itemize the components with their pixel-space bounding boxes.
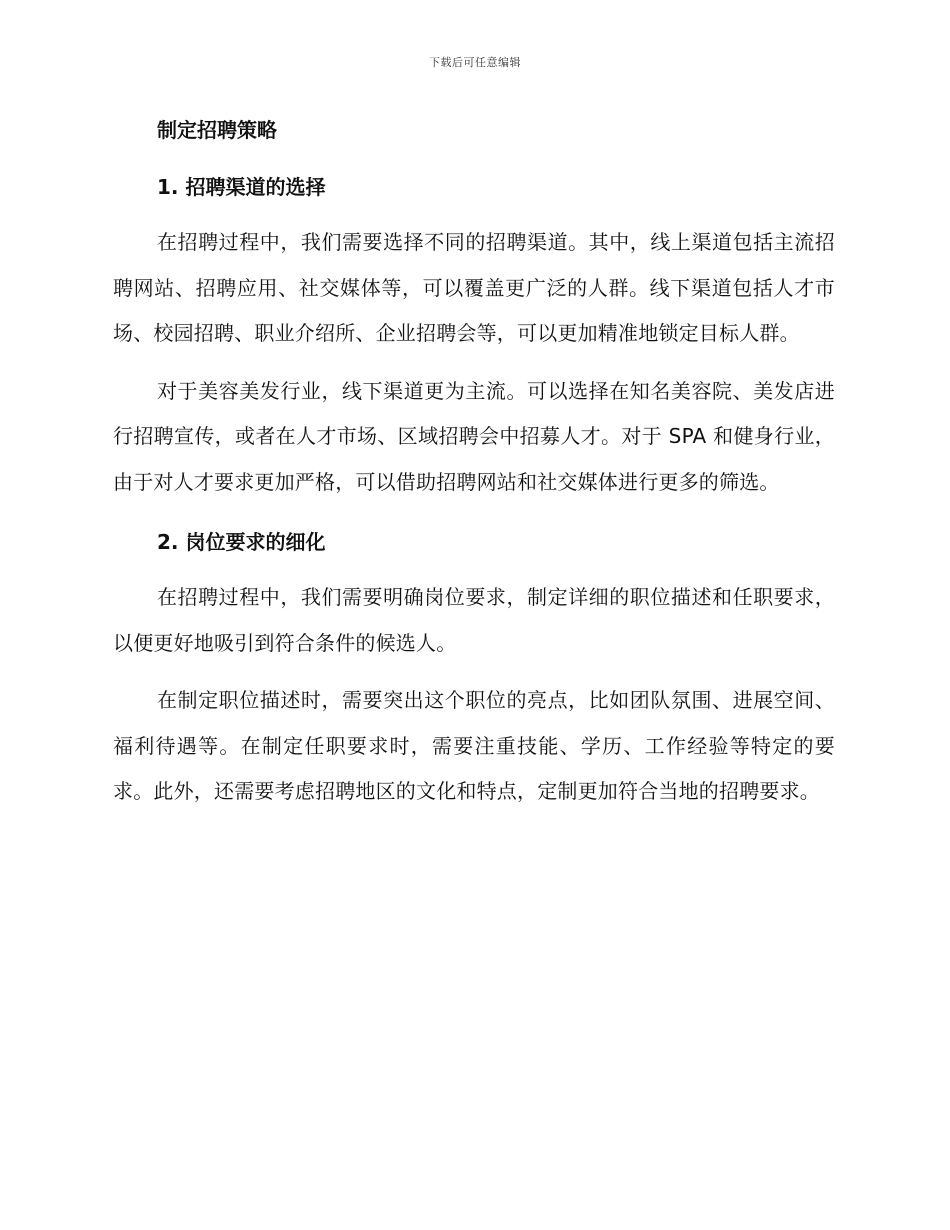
section-heading-channels: 1. 招聘渠道的选择 [157,175,326,199]
paragraph-channels-2: 对于美容美发行业，线下渠道更为主流。可以选择在知名美容院、美发店进行招聘宣传，或者在人才市场、区域招聘会中招募人才。对于 SPA 和健身行业，由于对人才要求更加严格，可以借助招聘网站和社交媒体进行更多的筛选。 [113,378,835,494]
paragraph-channels-1: 在招聘过程中，我们需要选择不同的招聘渠道。其中，线上渠道包括主流招聘网站、招聘应用、社交媒体等，可以覆盖更广泛的人群。线下渠道包括人才市场、校园招聘、职业介绍所、企业招聘会等，可以更加精准地锁定目标人群。 [113,230,835,345]
paragraph-requirements-2: 在制定职位描述时，需要突出这个职位的亮点，比如团队氛围、进展空间、福利待遇等。在制定任职要求时，需要注重技能、学历、工作经验等特定的要求。此外，还需要考虑招聘地区的文化和特点，定制更加符合当地的招聘要求。 [113,688,835,803]
section-heading-requirements: 2. 岗位要求的细化 [157,530,326,554]
document-title: 制定招聘策略 [157,118,277,142]
paragraph-requirements-1: 在招聘过程中，我们需要明确岗位要求，制定详细的职位描述和任职要求，以便更好地吸引到符合条件的候选人。 [113,585,835,655]
header-note: 下载后可任意编辑 [429,56,521,69]
document-body [113,110,835,815]
